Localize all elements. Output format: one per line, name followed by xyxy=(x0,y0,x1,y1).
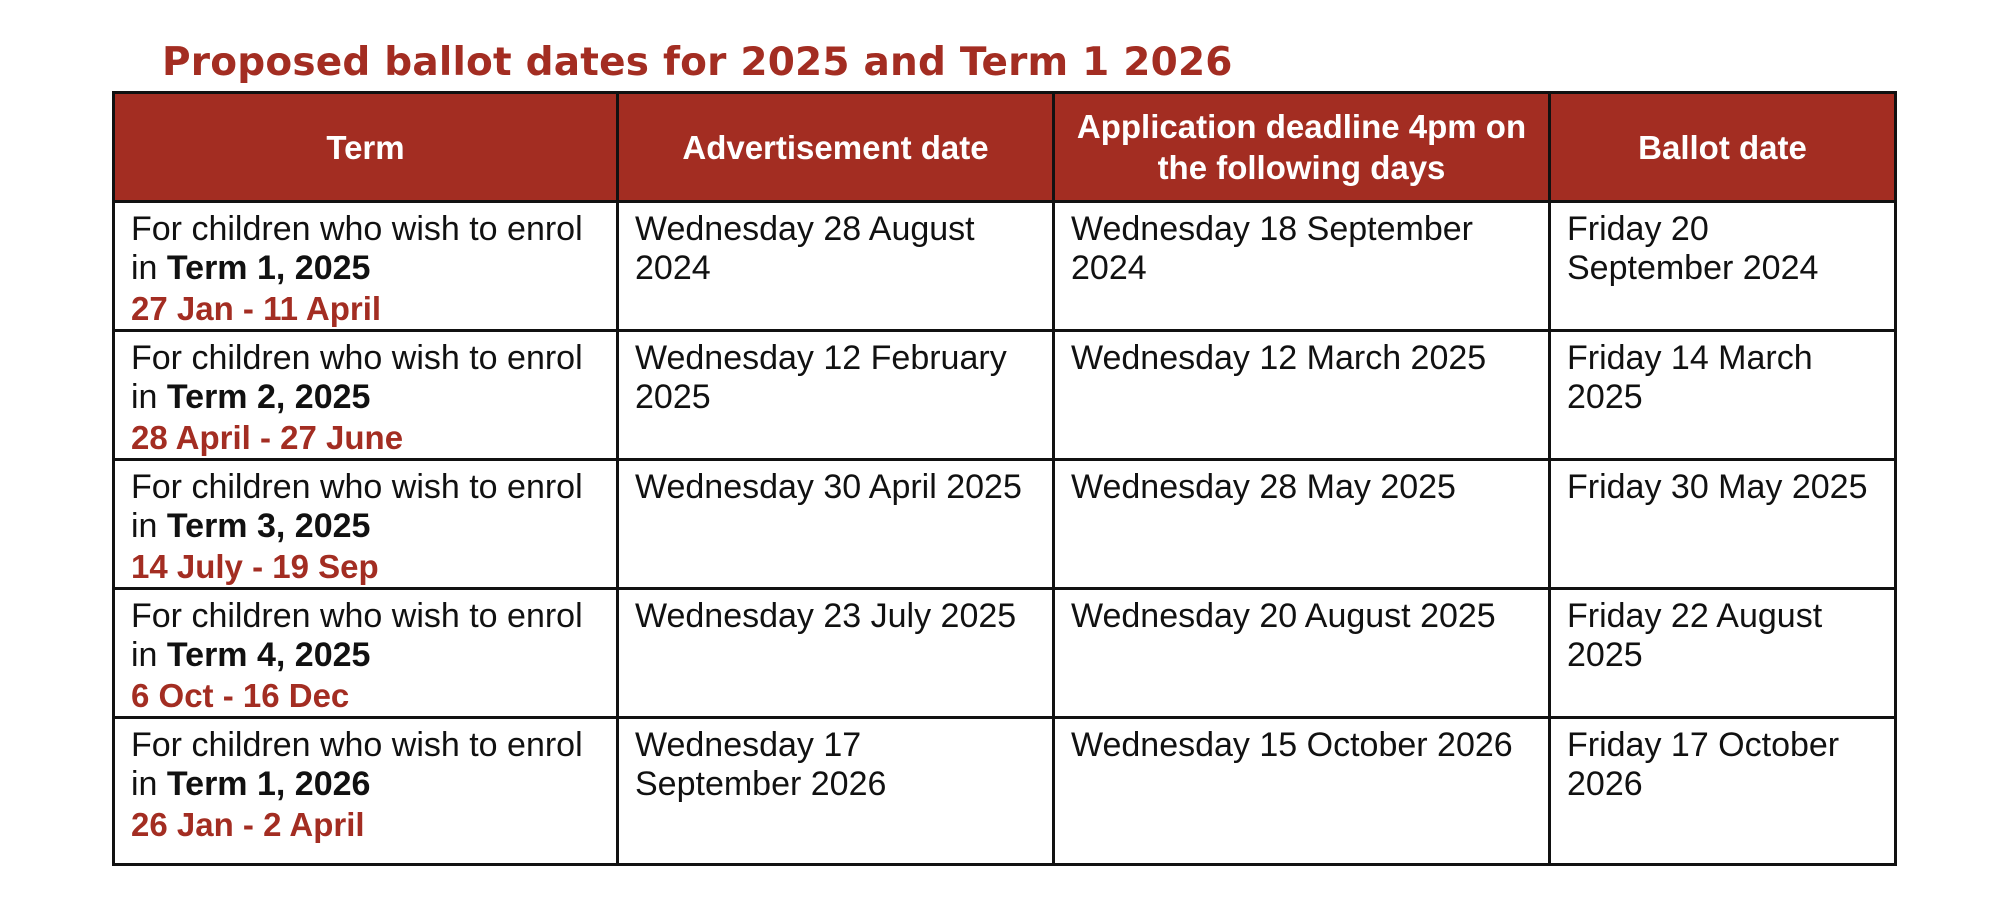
advertisement-date-cell: Wednesday 12 February 2025 xyxy=(618,331,1054,460)
ballot-dates-table xyxy=(112,91,1897,866)
table-row xyxy=(114,202,1896,331)
term-dates: 28 April - 27 June xyxy=(131,419,404,456)
column-header-term: Term xyxy=(114,93,618,202)
term-dates: 14 July - 19 Sep xyxy=(131,548,379,585)
column-header-ballot-date: Ballot date xyxy=(1550,93,1896,202)
column-header-advertisement-date: Advertisement date xyxy=(618,93,1054,202)
term-description: For children who wish to enrol in xyxy=(131,339,583,416)
application-deadline-cell: Wednesday 28 May 2025 xyxy=(1054,460,1550,589)
ballot-date-cell: Friday 22 August 2025 xyxy=(1550,589,1896,718)
advertisement-date-cell: Wednesday 17 September 2026 xyxy=(618,718,1054,865)
application-deadline-cell: Wednesday 15 October 2026 xyxy=(1054,718,1550,865)
application-deadline-cell: Wednesday 12 March 2025 xyxy=(1054,331,1550,460)
term-cell xyxy=(114,718,618,865)
table-row xyxy=(114,460,1896,589)
ballot-date-cell: Friday 14 March 2025 xyxy=(1550,331,1896,460)
term-description: For children who wish to enrol in xyxy=(131,468,583,545)
table-row xyxy=(114,589,1896,718)
table-row xyxy=(114,718,1896,865)
advertisement-date-cell: Wednesday 28 August 2024 xyxy=(618,202,1054,331)
advertisement-date-cell: Wednesday 23 July 2025 xyxy=(618,589,1054,718)
term-name: Term 1, 2026 xyxy=(166,765,371,803)
table-row xyxy=(114,331,1896,460)
term-dates: 27 Jan - 11 April xyxy=(131,290,382,327)
page-title: Proposed ballot dates for 2025 and Term 1 2026 xyxy=(162,40,1233,85)
application-deadline-cell: Wednesday 20 August 2025 xyxy=(1054,589,1550,718)
term-dates: 26 Jan - 2 April xyxy=(131,806,365,843)
term-cell xyxy=(114,589,618,718)
advertisement-date-cell: Wednesday 30 April 2025 xyxy=(618,460,1054,589)
term-name: Term 1, 2025 xyxy=(166,249,371,287)
term-cell xyxy=(114,460,618,589)
application-deadline-cell: Wednesday 18 September 2024 xyxy=(1054,202,1550,331)
term-name: Term 4, 2025 xyxy=(166,636,371,674)
term-description: For children who wish to enrol in xyxy=(131,726,583,803)
ballot-date-cell: Friday 17 October 2026 xyxy=(1550,718,1896,865)
term-name: Term 2, 2025 xyxy=(166,378,371,416)
term-description: For children who wish to enrol in xyxy=(131,210,583,287)
table-header-row xyxy=(114,93,1896,202)
term-name: Term 3, 2025 xyxy=(166,507,371,545)
ballot-date-cell: Friday 20 September 2024 xyxy=(1550,202,1896,331)
ballot-date-cell: Friday 30 May 2025 xyxy=(1550,460,1896,589)
term-cell xyxy=(114,202,618,331)
term-description: For children who wish to enrol in xyxy=(131,597,583,674)
term-dates: 6 Oct - 16 Dec xyxy=(131,677,350,714)
term-cell xyxy=(114,331,618,460)
column-header-application-deadline: Application deadline 4pm on the following days xyxy=(1054,93,1550,202)
